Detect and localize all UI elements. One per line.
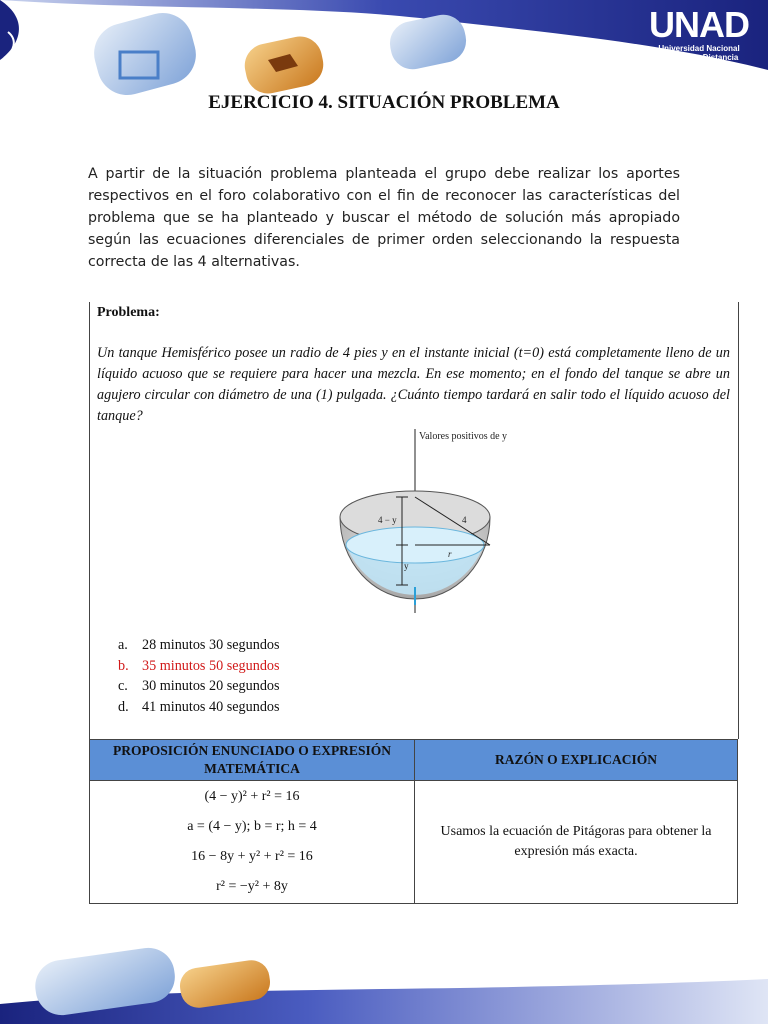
label-y: y: [404, 561, 409, 571]
logo-text: UNAD: [649, 4, 749, 45]
option-b: b. 35 minutos 50 segundos: [118, 657, 280, 674]
footer-banner: [0, 914, 768, 1024]
logo-subtitle-2: Abierta y a Distancia: [659, 53, 739, 62]
header-proposition: PROPOSICIÓN ENUNCIADO O EXPRESIÓN MATEMÁTICA: [90, 740, 415, 781]
unad-logo: [644, 6, 754, 66]
axis-label: Valores positivos de y: [419, 431, 508, 442]
equation-3: 16 − 8y + y² + r² = 16: [191, 849, 313, 864]
header-reason: RAZÓN O EXPLICACIÓN: [415, 740, 738, 781]
problem-text: Un tanque Hemisférico posee un radio de 4 pies y en el instante inicial (t=0) está completamente lleno de un líquido acuoso que se requiere para hacer una mezcla. En ese momento; en el fondo del tanque se abre un agujero circular con diámetro de una (1) pulgada. ¿Cuánto tiempo tardará en salir todo el líquido acuoso del tanque?: [97, 345, 730, 424]
equation-1: (4 − y)² + r² = 16: [204, 789, 300, 804]
problem-label: Problema:: [97, 305, 160, 320]
answer-options: [118, 635, 280, 717]
hemisphere-tank-figure: [320, 427, 520, 617]
option-a: a. 28 minutos 30 segundos: [118, 637, 280, 653]
option-d: d. 41 minutos 40 segundos: [118, 698, 280, 715]
equation-4: r² = −y² + 8y: [216, 879, 288, 894]
equation-2: a = (4 − y); b = r; h = 4: [187, 819, 317, 834]
equations-cell: [90, 781, 415, 904]
explanation-table: [89, 739, 738, 904]
problem-box: [89, 302, 739, 739]
label-4-minus-y: 4 − y: [378, 515, 397, 525]
label-r: r: [448, 549, 452, 559]
intro-paragraph: A partir de la situación problema planteada el grupo debe realizar los aportes respectivos en el foro colaborativo con el fin de reconocer las características del problema que se ha planteado y buscar el método de solución más apropiado según las ecuaciones diferenciales de primer orden seleccionando la respuesta correcta de las 4 alternativas.: [88, 166, 680, 270]
page-title: EJERCICIO 4. SITUACIÓN PROBLEMA: [208, 92, 560, 113]
option-c: c. 30 minutos 20 segundos: [118, 678, 280, 694]
reason-cell: Usamos la ecuación de Pitágoras para obtener la expresión más exacta.: [415, 781, 738, 904]
logo-subtitle-1: Universidad Nacional: [658, 44, 740, 53]
label-radius: 4: [462, 515, 467, 525]
